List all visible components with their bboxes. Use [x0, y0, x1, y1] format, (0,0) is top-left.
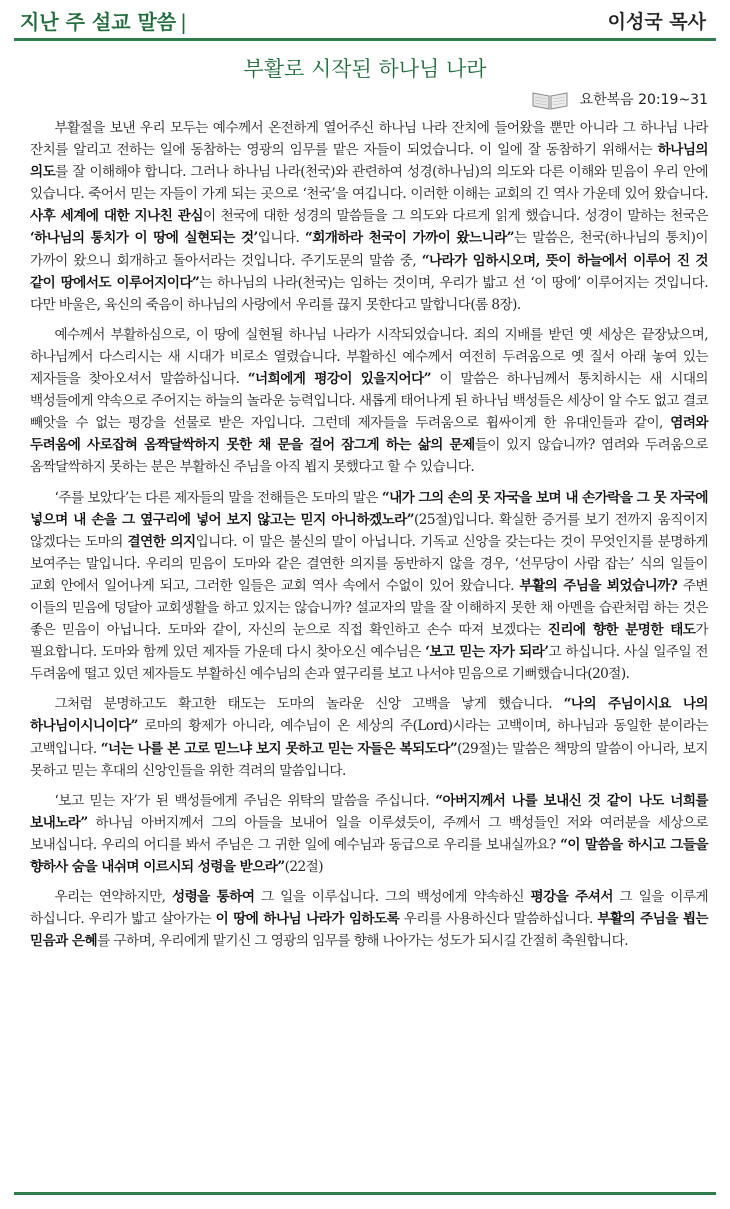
emphasis-text: “너는 나를 본 고로 믿느냐 보지 못하고 믿는 자들은 복되도다” [100, 740, 458, 757]
emphasis-text: “아버지께서 나를 보내신 것 같이 나도 너희를 보내노라” [30, 792, 708, 831]
emphasis-text: “나라가 임하시오며, 뜻이 하늘에서 이루어 진 것 같이 땅에서도 이루어지이다” [30, 252, 708, 291]
emphasis-text: “이 말씀을 하시고 그들을 향하사 숨을 내쉬며 이르시되 성령을 받으라” [30, 836, 708, 875]
emphasis-text: 하나님의 의도 [30, 142, 708, 181]
emphasis-text: “나의 주님이시요 나의 하나님이시니이다” [30, 696, 709, 735]
emphasis-text: 염려와 두려움에 사로잡혀 옴짝달싹하지 못한 채 문을 걸어 잠그게 하는 삶의 문제 [30, 415, 708, 454]
sermon-body [30, 117, 708, 960]
body-text: 를 잘 이해해야 합니다. 그러나 하나님 나라(천국)와 관련하여 성경(하나님)의 의도와 다른 이해와 믿음이 우리 안에 있습니다. 죽어서 믿는 자들이 가게 되는 곳으로 ‘천국’을 여깁니다. 이러한 이해는 교회의 긴 역사 가운데 있어 왔습니다. [30, 164, 708, 203]
section-title [20, 6, 187, 35]
sermon-paragraph [30, 886, 708, 952]
header-divider [14, 38, 716, 41]
body-text: 입니다. 이 말은 불신의 말이 아닙니다. 기독교 신앙을 갖는다는 것이 무엇인지를 분명하게 보여주는 말입니다. 우리의 믿음이 도마와 같은 결연한 의지를 동반하지 않을 경우, ‘선무당이 사람 잡는’ 식의 일들이 교회 안에서 일어나게 되고, 그러한 일들은 교회 역사 속에서 수없이 있어 왔습니다. [30, 533, 708, 594]
body-text: (25절)입니다. 확실한 증거를 보기 전까지 움직이지 않겠다는 도마의 [30, 511, 708, 550]
body-text: (29절)는 말씀은 책망의 말씀이 아니라, 보지 못하고 믿는 후대의 신앙인들을 위한 격려의 말씀입니다. [30, 740, 708, 779]
emphasis-text: ‘보고 믿는 자가 되라’ [425, 644, 549, 661]
body-text: 이 천국에 대한 성경의 말씀들을 그 의도와 다르게 읽게 했습니다. 성경이 말하는 천국은 [202, 208, 708, 225]
emphasis-text: 부활의 주님을 뵙는 믿음과 은혜 [30, 911, 708, 950]
body-text: 가 필요합니다. 도마와 함께 있던 제자들 가운데 다시 찾아오신 예수님은 [30, 622, 708, 661]
sermon-paragraph [30, 790, 708, 878]
footer-divider [14, 1192, 716, 1195]
body-text: 하나님 아버지께서 그의 아들을 보내어 일을 이루셨듯이, 주께서 그 백성들인 저와 여러분을 세상으로 보내십니다. 우리의 어디를 봐서 주님은 그 귀한 일에 예수님과 동급으로 우리를 보내실까요? [30, 814, 708, 853]
body-text: 그처럼 분명하고도 확고한 태도는 도마의 놀라운 신앙 고백을 낳게 했습니다. [54, 696, 564, 713]
author-name: 이성국 목사 [607, 11, 706, 33]
sermon-paragraph [30, 693, 708, 781]
title-separator: | [180, 10, 187, 34]
page-header [14, 0, 716, 40]
emphasis-text: 성령을 통하여 [171, 889, 255, 906]
emphasis-text: 결연한 의지 [127, 533, 196, 550]
reference-text: 요한복음 20:19~31 [579, 92, 708, 108]
sermon-paragraph [30, 324, 708, 479]
body-text: ‘주를 보았다’는 다른 제자들의 말을 전해들은 도마의 말은 [54, 489, 382, 506]
sermon-paragraph [30, 117, 708, 316]
body-text: 부활절을 보낸 우리 모두는 예수께서 온전하게 열어주신 하나님 나라 잔치에 들어왔을 뿐만 아니라 그 하나님 나라 잔치를 알리고 전하는 일에 동참하는 영광의 임무를 맡은 자들이 되었습니다. 이 일에 잘 동참하기 위해서는 [30, 120, 708, 159]
emphasis-text: “회개하라 천국이 가까이 왔느니라” [304, 230, 515, 247]
sermon-title: 부활로 시작된 하나님 나라 [243, 57, 487, 81]
body-text: 그 일을 이루게 하십니다. 우리가 밟고 살아가는 [30, 889, 709, 928]
emphasis-text: 평강을 주셔서 [530, 889, 613, 906]
body-text: 우리를 사용하신다 말씀하십니다. [399, 911, 598, 928]
open-bible-icon [530, 87, 570, 111]
emphasis-text: 이 땅에 하나님 나라가 임하도록 [215, 911, 400, 928]
body-text: 는 말씀은, 천국(하나님의 통치)이 가까이 왔으니 회개하고 돌아서라는 것입니다. 주기도문의 말씀 중, [30, 230, 708, 269]
section-title-text: 지난 주 설교 말씀 [20, 10, 177, 34]
body-text: 우리는 연약하지만, [54, 889, 172, 906]
scripture-reference [530, 87, 708, 111]
body-text: 로마의 황제가 아니라, 예수님이 온 세상의 주(Lord)시라는 고백이며, 하나님과 동일한 분이라는 고백입니다. [30, 718, 708, 757]
emphasis-text: 사후 세계에 대한 지나친 관심 [30, 208, 203, 225]
emphasis-text: 진리에 향한 분명한 태도 [547, 622, 696, 639]
body-text: 고 하십니다. 사실 일주일 전 두려움에 떨고 있던 제자들도 부활하신 예수님의 손과 옆구리를 보고 나서야 믿음으로 기뻐했습니다(20절). [30, 644, 708, 683]
emphasis-text: “내가 그의 손의 못 자국을 보며 내 손가락을 그 못 자국에 넣으며 내 손을 그 옆구리에 넣어 보지 않고는 믿지 아니하겠노라” [30, 489, 709, 528]
body-text: ‘보고 믿는 자’가 된 백성들에게 주님은 위탁의 말씀을 주십니다. [54, 792, 436, 809]
body-text: 이 말씀은 하나님께서 통치하시는 새 시대의 백성들에게 약속으로 주어지는 하늘의 놀라운 능력입니다. 새롭게 태어나게 된 하나님 백성들은 세상이 알 수도 없고 결코 빼앗을 수 없는 평강을 선물로 받은 자입니다. 그런데 제자들을 두려움으로 휩싸이게 한 유대인들과 같이, [30, 371, 709, 432]
emphasis-text: “너희에게 평강이 있을지어다” [247, 371, 431, 388]
body-text: 입니다. [257, 230, 305, 247]
body-text: 들이 있지 않습니까? 염려와 두려움으로 옴짝달싹하지 못하는 분은 부활하신 주님을 아직 뵙지 못했다고 할 수 있습니다. [30, 437, 708, 476]
body-text: 예수께서 부활하심으로, 이 땅에 실현될 하나님 나라가 시작되었습니다. 죄의 지배를 받던 옛 세상은 끝장났으며, 하나님께서 다스리시는 새 시대가 비로소 열렸습니다. 부활하신 예수께서 여전히 두려움으로 옛 질서 아래 놓여 있는 제자들을 찾아오셔서 말씀하십니다. [30, 326, 708, 388]
emphasis-text: 부활의 주님을 뵈었습니까? [519, 577, 678, 594]
body-text: 그 일을 이루십니다. 그의 백성에게 약속하신 [254, 889, 531, 906]
body-text: (22절) [284, 859, 323, 875]
body-text: 는 하나님의 나라(천국)는 임하는 것이며, 우리가 밟고 선 ‘이 땅에’ 이루어지는 것입니다. 다만 바울은, 육신의 죽음이 하나님의 사랑에서 우리를 끊지 못한다고 말합니다(롬 8장). [30, 274, 708, 313]
emphasis-text: ‘하나님의 통치가 이 땅에 실현되는 것’ [30, 230, 258, 247]
body-text: 를 구하며, 우리에게 맡기신 그 영광의 임무를 향해 나아가는 성도가 되시길 간절히 축원합니다. [97, 933, 628, 950]
body-text: 주변 이들의 믿음에 덩달아 교회생활을 하고 있지는 않습니까? 설교자의 말을 잘 이해하지 못한 채 아멘을 습관처럼 하는 것은 좋은 믿음이 아닙니다. 도마와 같이, 자신의 눈으로 직접 확인하고 손수 따져 보겠다는 [30, 577, 708, 639]
sermon-paragraph [30, 487, 708, 686]
